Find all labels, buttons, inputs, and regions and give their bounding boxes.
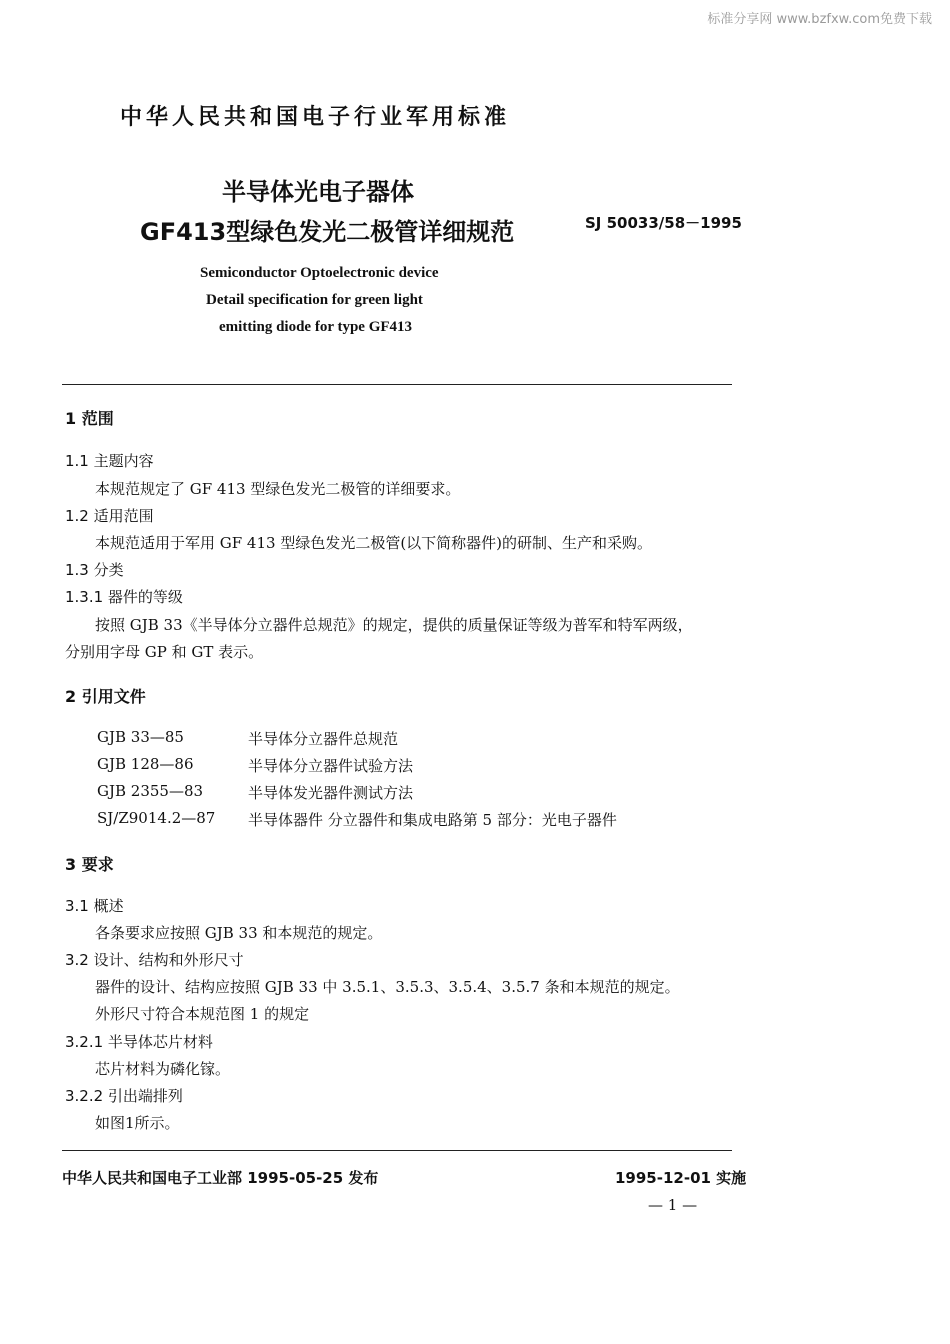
ref-title: 半导体器件 分立器件和集成电路第 5 部分：光电子器件: [248, 811, 617, 829]
section-3-2-heading: 3.2 设计、结构和外形尺寸: [65, 951, 244, 969]
section-3-2-1-heading: 3.2.1 半导体芯片材料: [65, 1033, 213, 1051]
section-1-2-heading: 1.2 适用范围: [65, 507, 154, 525]
ref-title: 半导体分立器件试验方法: [248, 757, 414, 775]
section-2-heading: 2 引用文件: [65, 687, 146, 706]
watermark: 标准分享网 www.bzfxw.com免费下载: [707, 12, 932, 27]
section-3-2-text-b: 外形尺寸符合本规范图 1 的规定: [95, 1005, 310, 1023]
ref-code: SJ/Z9014.2—87: [97, 809, 216, 827]
section-3-1-heading: 3.1 概述: [65, 897, 124, 915]
effective-date: 1995-12-01 实施: [615, 1169, 747, 1187]
ref-code: GJB 128—86: [97, 755, 194, 773]
section-1-1-heading: 1.1 主题内容: [65, 452, 154, 470]
standard-category: 中华人民共和国电子行业军用标准: [120, 105, 511, 130]
page-number: — 1 —: [648, 1196, 698, 1214]
ref-title: 半导体分立器件总规范: [248, 730, 399, 748]
issuer: 中华人民共和国电子工业部 1995-05-25 发布: [62, 1169, 379, 1187]
standard-number: SJ 50033/58－1995: [585, 214, 742, 232]
footer-divider: [62, 1150, 732, 1151]
header-divider: [62, 384, 732, 385]
section-1-heading: 1 范围: [65, 409, 114, 428]
section-1-3-1-heading: 1.3.1 器件的等级: [65, 588, 183, 606]
section-3-2-2-heading: 3.2.2 引出端排列: [65, 1087, 183, 1105]
section-3-1-text: 各条要求应按照 GJB 33 和本规范的规定。: [95, 924, 383, 942]
title-en-line1: Semiconductor Optoelectronic device: [200, 265, 439, 281]
section-1-3-heading: 1.3 分类: [65, 561, 124, 579]
title-en-line2: Detail specification for green light: [206, 292, 423, 308]
section-3-heading: 3 要求: [65, 855, 114, 874]
ref-code: GJB 2355—83: [97, 782, 204, 800]
section-1-3-1-text-b: 分别用字母 GP 和 GT 表示。: [65, 643, 264, 661]
title-en-line3: emitting diode for type GF413: [219, 319, 413, 335]
ref-code: GJB 33—85: [97, 728, 184, 746]
section-1-1-text: 本规范规定了 GF 413 型绿色发光二极管的详细要求。: [95, 480, 461, 498]
title-cn-line2: GF413型绿色发光二极管详细规范: [140, 218, 515, 246]
section-3-2-1-text: 芯片材料为磷化镓。: [95, 1060, 231, 1078]
section-1-2-text: 本规范适用于军用 GF 413 型绿色发光二极管(以下简称器件)的研制、生产和采购。: [95, 534, 653, 552]
ref-title: 半导体发光器件测试方法: [248, 784, 414, 802]
section-1-3-1-text-a: 按照 GJB 33《半导体分立器件总规范》的规定，提供的质量保证等级为普军和特军两级，: [95, 616, 693, 634]
section-3-2-text-a: 器件的设计、结构应按照 GJB 33 中 3.5.1、3.5.3、3.5.4、3.5.7 条和本规范的规定。: [95, 978, 680, 996]
title-cn-line1: 半导体光电子器体: [222, 178, 414, 206]
section-3-2-2-text: 如图1所示。: [95, 1114, 180, 1132]
